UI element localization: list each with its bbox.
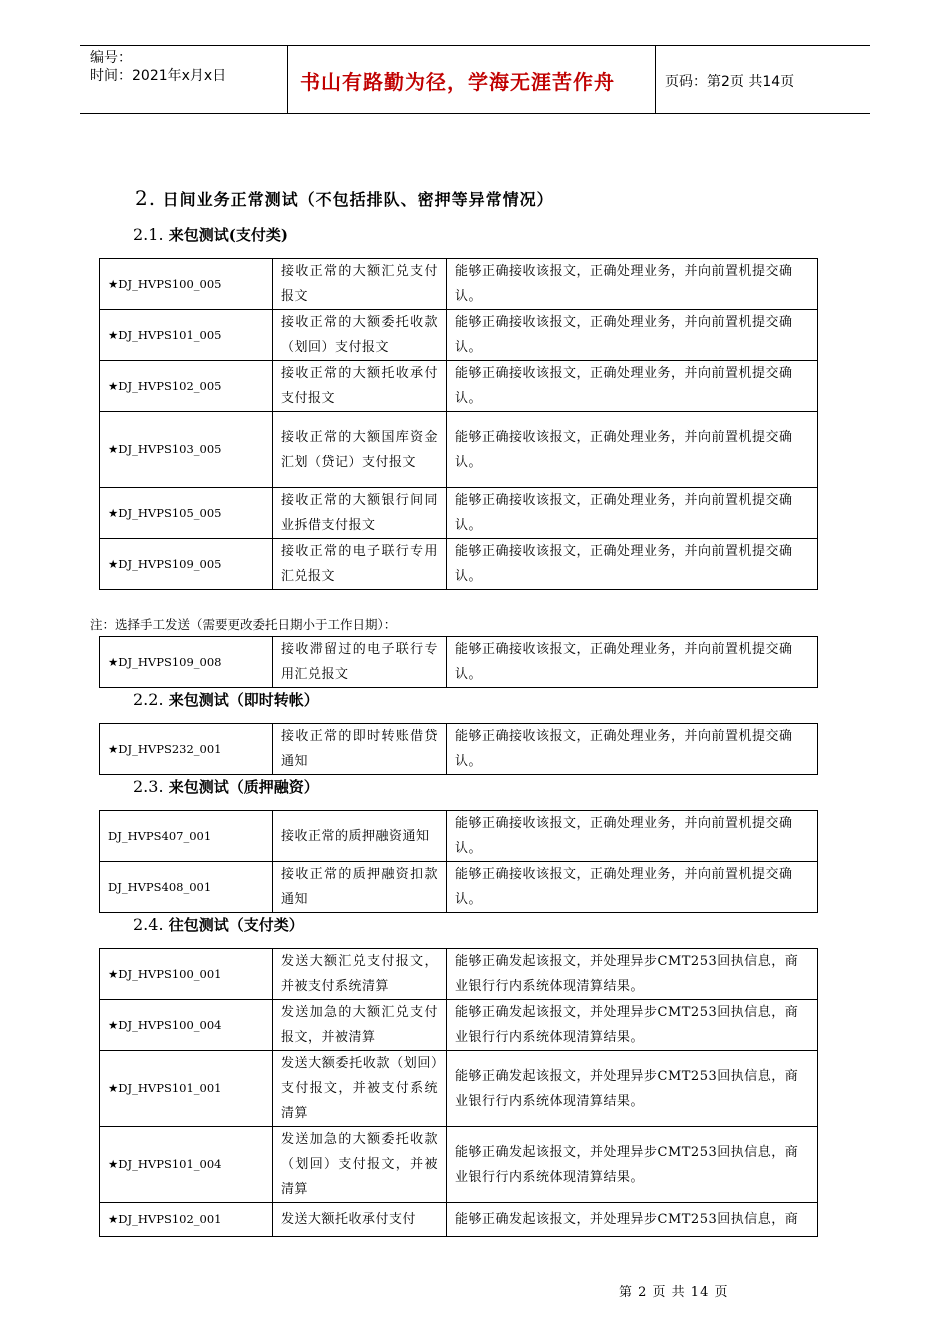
- table-row: [100, 724, 818, 775]
- case-id: ★DJ_HVPS100_004: [100, 1000, 273, 1051]
- case-id: ★DJ_HVPS109_005: [100, 539, 273, 590]
- case-description: 接收正常的电子联行专用汇兑报文: [273, 539, 447, 590]
- section-title: [135, 186, 554, 210]
- outgoing-payment-table: [99, 948, 818, 1237]
- case-id: DJ_HVPS408_001: [100, 862, 273, 913]
- case-description: 接收正常的质押融资扣款通知: [273, 862, 447, 913]
- case-description: 接收正常的大额汇兑支付报文: [273, 259, 447, 310]
- case-expected: 能够正确发起该报文，并处理异步CMT253回执信息，商业银行行内系统体现清算结果。: [447, 949, 818, 1000]
- table-row: [100, 949, 818, 1000]
- case-id: ★DJ_HVPS109_008: [100, 637, 273, 688]
- case-id: ★DJ_HVPS100_005: [100, 259, 273, 310]
- case-description: 发送加急的大额委托收款（划回）支付报文，并被清算: [273, 1127, 447, 1203]
- case-description: 接收正常的质押融资通知: [273, 811, 447, 862]
- header-meta: [90, 49, 226, 85]
- case-id: ★DJ_HVPS105_005: [100, 488, 273, 539]
- manual-send-table: [99, 636, 818, 688]
- header-top-rule: [80, 45, 870, 46]
- case-id: ★DJ_HVPS101_004: [100, 1127, 273, 1203]
- case-id: ★DJ_HVPS100_001: [100, 949, 273, 1000]
- section-title-text: 日间业务正常测试（不包括排队、密押等异常情况）: [156, 190, 554, 209]
- case-expected: 能够正确接收该报文，正确处理业务，并向前置机提交确认。: [447, 539, 818, 590]
- header-divider: [655, 46, 656, 113]
- table-row: [100, 310, 818, 361]
- header-time: 时间：2021年x月x日: [90, 68, 227, 84]
- note-text: 注：选择手工发送（需要更改委托日期小于工作日期）：: [90, 617, 397, 632]
- case-description: 接收正常的大额托收承付支付报文: [273, 361, 447, 412]
- case-description: 接收正常的即时转账借贷通知: [273, 724, 447, 775]
- case-expected: 能够正确接收该报文，正确处理业务，并向前置机提交确认。: [447, 637, 818, 688]
- section-number: 2.: [135, 186, 157, 210]
- case-id: ★DJ_HVPS103_005: [100, 412, 273, 488]
- case-expected: 能够正确接收该报文，正确处理业务，并向前置机提交确认。: [447, 862, 818, 913]
- case-expected: 能够正确接收该报文，正确处理业务，并向前置机提交确认。: [447, 811, 818, 862]
- case-expected: 能够正确发起该报文，并处理异步CMT253回执信息，商: [447, 1203, 818, 1237]
- table-row: [100, 488, 818, 539]
- case-expected: 能够正确接收该报文，正确处理业务，并向前置机提交确认。: [447, 361, 818, 412]
- header-number: 编号：: [90, 50, 132, 66]
- header-bottom-rule: [80, 113, 870, 114]
- table-row: [100, 862, 818, 913]
- case-description: 接收正常的大额国库资金汇划（贷记）支付报文: [273, 412, 447, 488]
- table-row: [100, 361, 818, 412]
- case-expected: 能够正确发起该报文，并处理异步CMT253回执信息，商业银行行内系统体现清算结果。: [447, 1000, 818, 1051]
- case-expected: 能够正确接收该报文，正确处理业务，并向前置机提交确认。: [447, 488, 818, 539]
- case-id: ★DJ_HVPS101_001: [100, 1051, 273, 1127]
- case-expected: 能够正确接收该报文，正确处理业务，并向前置机提交确认。: [447, 724, 818, 775]
- table-row: [100, 637, 818, 688]
- case-description: 接收正常的大额委托收款（划回）支付报文: [273, 310, 447, 361]
- table-row: [100, 259, 818, 310]
- case-expected: 能够正确接收该报文，正确处理业务，并向前置机提交确认。: [447, 310, 818, 361]
- instant-transfer-table: [99, 723, 818, 775]
- header-divider: [287, 46, 288, 113]
- case-id: ★DJ_HVPS102_005: [100, 361, 273, 412]
- case-description: 发送大额汇兑支付报文，并被支付系统清算: [273, 949, 447, 1000]
- case-expected: 能够正确接收该报文，正确处理业务，并向前置机提交确认。: [447, 412, 818, 488]
- table-row: [100, 539, 818, 590]
- case-id: ★DJ_HVPS232_001: [100, 724, 273, 775]
- case-expected: 能够正确接收该报文，正确处理业务，并向前置机提交确认。: [447, 259, 818, 310]
- case-description: 接收正常的大额银行间同业拆借支付报文: [273, 488, 447, 539]
- table-row: [100, 1127, 818, 1203]
- subsection-title: 2.3. 来包测试（质押融资）: [133, 777, 319, 796]
- header-page-info: 页码：第2页 共14页: [665, 74, 795, 90]
- subsection-title: 2.1. 来包测试(支付类): [133, 225, 288, 244]
- case-description: 接收滞留过的电子联行专用汇兑报文: [273, 637, 447, 688]
- case-expected: 能够正确发起该报文，并处理异步CMT253回执信息，商业银行行内系统体现清算结果。: [447, 1127, 818, 1203]
- case-description: 发送加急的大额汇兑支付报文，并被清算: [273, 1000, 447, 1051]
- table-row: [100, 1051, 818, 1127]
- table-row: [100, 1000, 818, 1051]
- page-footer: 第 2 页 共 14 页: [619, 1285, 729, 1300]
- table-row: [100, 811, 818, 862]
- header-motto: 书山有路勤为径，学海无涯苦作舟: [300, 70, 615, 94]
- case-expected: 能够正确发起该报文，并处理异步CMT253回执信息，商业银行行内系统体现清算结果。: [447, 1051, 818, 1127]
- case-id: ★DJ_HVPS101_005: [100, 310, 273, 361]
- table-row: [100, 412, 818, 488]
- table-row: [100, 1203, 818, 1237]
- case-description: 发送大额委托收款（划回）支付报文，并被支付系统清算: [273, 1051, 447, 1127]
- pledge-financing-table: [99, 810, 818, 913]
- case-id: ★DJ_HVPS102_001: [100, 1203, 273, 1237]
- subsection-title: 2.4. 往包测试（支付类）: [133, 915, 304, 934]
- incoming-payment-table: [99, 258, 818, 590]
- case-id: DJ_HVPS407_001: [100, 811, 273, 862]
- case-description: 发送大额托收承付支付: [273, 1203, 447, 1237]
- subsection-title: 2.2. 来包测试（即时转帐）: [133, 690, 319, 709]
